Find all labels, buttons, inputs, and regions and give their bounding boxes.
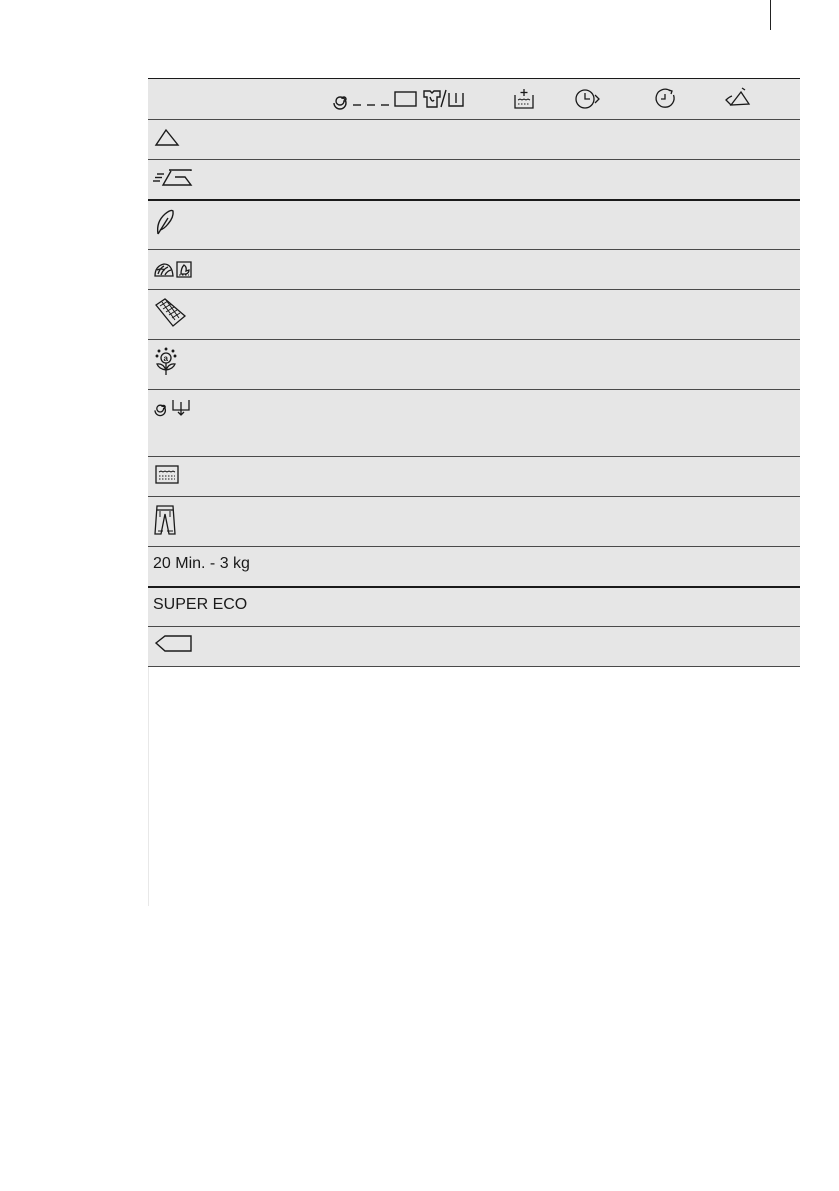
page-crop-mark xyxy=(770,0,771,30)
wool-handwash-icon xyxy=(153,256,197,280)
row-label-cell xyxy=(148,340,800,390)
programme-20-min-label: 20 Min. - 3 kg xyxy=(153,555,250,572)
row-label-cell xyxy=(148,120,800,160)
row-label-cell xyxy=(148,457,800,497)
table-row xyxy=(148,250,800,290)
programme-options-table-wrap xyxy=(148,78,800,906)
header-stain-cell xyxy=(723,79,800,120)
row-label-cell xyxy=(148,587,800,627)
row-label-cell xyxy=(148,497,800,547)
table-row xyxy=(148,627,800,667)
synthetics-triangle-icon xyxy=(153,126,181,148)
row-label-cell xyxy=(148,160,800,200)
table-row xyxy=(148,390,800,457)
table-row xyxy=(148,290,800,340)
table-row xyxy=(148,497,800,547)
programme-super-eco-label: SUPER ECO xyxy=(153,595,248,613)
row-label-cell xyxy=(148,250,800,290)
table-row xyxy=(148,160,800,200)
programme-options-table xyxy=(148,78,800,667)
spin-rinse-hold-drain-icon xyxy=(331,86,497,112)
outdoor-tag-icon xyxy=(153,633,193,655)
table-row xyxy=(148,457,800,497)
stain-icon xyxy=(723,86,753,112)
header-delay-start-cell xyxy=(573,79,653,120)
anti-allergy-steam-icon xyxy=(153,346,181,380)
row-label-cell xyxy=(148,290,800,340)
header-programme-cell xyxy=(148,79,331,120)
denim-jeans-icon xyxy=(153,503,179,537)
table-row xyxy=(148,200,800,250)
row-label-cell xyxy=(148,547,800,587)
delay-start-icon xyxy=(573,86,603,112)
row-label-cell xyxy=(148,200,800,250)
row-label-cell xyxy=(148,627,800,667)
spin-drain-icon xyxy=(153,396,197,420)
time-save-icon xyxy=(653,86,681,112)
easy-iron-icon xyxy=(153,166,197,188)
table-row xyxy=(148,120,800,160)
header-spin-cell xyxy=(331,79,511,120)
rinse-icon xyxy=(153,463,183,487)
svg-text:a: a xyxy=(163,354,168,363)
header-extra-rinse-cell xyxy=(511,79,573,120)
extra-rinse-icon xyxy=(511,86,537,112)
curtains-icon xyxy=(153,296,189,330)
delicates-feather-icon xyxy=(153,207,177,237)
table-row xyxy=(148,547,800,587)
header-row xyxy=(148,79,800,120)
row-label-cell xyxy=(148,390,800,457)
table-row xyxy=(148,587,800,627)
table-row xyxy=(148,340,800,390)
header-time-save-cell xyxy=(653,79,723,120)
